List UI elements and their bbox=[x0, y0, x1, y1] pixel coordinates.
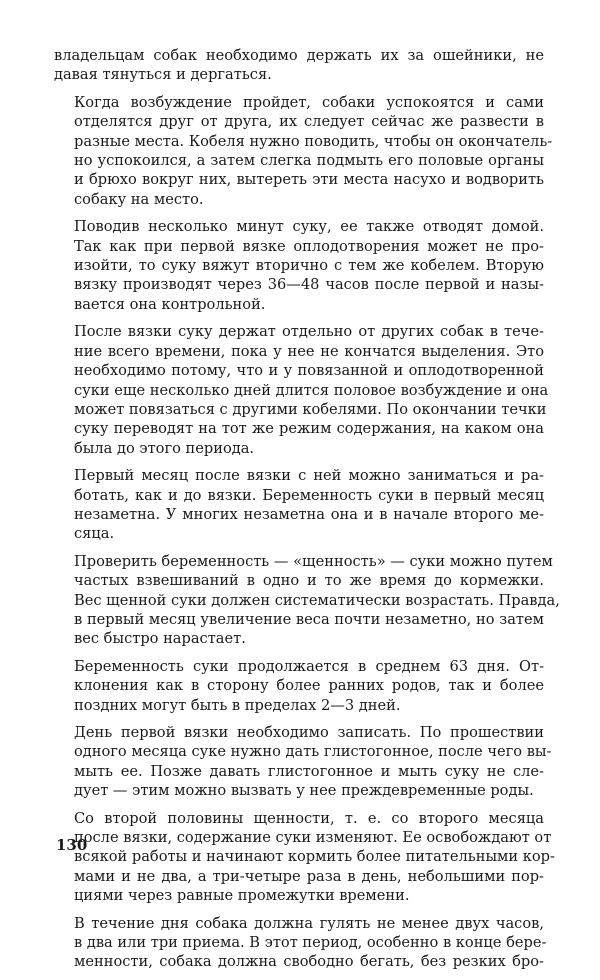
text-line: клонения как в сторону более ранних родов, так и более bbox=[74, 677, 544, 695]
text-line: сяца. bbox=[74, 525, 115, 543]
text-line: суки еще несколько дней длится половое возбуждение и она bbox=[74, 381, 549, 399]
text-line: вязку производят через 36—48 часов после первой и назы- bbox=[74, 276, 544, 294]
text-line: одного месяца суке нужно дать глистогонное, после чего вы- bbox=[74, 743, 552, 761]
text-line: владельцам собак необходимо держать их за ошейники, не bbox=[54, 47, 544, 64]
text-line: циями через равные промежутки времени. bbox=[74, 887, 410, 905]
paragraph bbox=[54, 723, 552, 801]
paragraph bbox=[54, 93, 553, 209]
text-line: Первый месяц после вязки с ней можно заниматься и ра- bbox=[74, 467, 544, 485]
text-line: разные места. Кобеля нужно поводить, чтобы он окончатель- bbox=[74, 132, 553, 150]
text-line: была до этого периода. bbox=[74, 439, 255, 457]
paragraph bbox=[54, 322, 549, 458]
text-line: после вязки, содержание суки изменяют. Ее освобождают от bbox=[74, 829, 552, 847]
text-line: суку переводят на тот же режим содержания, на каком она bbox=[74, 420, 544, 438]
text-line: ботать, как и до вязки. Беременность суки в первый месяц bbox=[74, 486, 544, 504]
paragraph bbox=[54, 217, 544, 314]
paragraph bbox=[54, 657, 544, 715]
text-line: Поводив несколько минут суку, ее также отводят домой. bbox=[74, 218, 544, 236]
text-line: вес быстро нарастает. bbox=[74, 630, 246, 648]
text-line: но успокоился, а затем слегка подмыть его половые органы bbox=[74, 152, 544, 170]
text-line: дует — этим можно вызвать у нее преждевременные роды. bbox=[74, 782, 534, 800]
text-line: Проверить беременность — «щенность» — суки можно путем bbox=[74, 552, 553, 570]
text-line: в два или три приема. В этот период, особенно в конце бере- bbox=[74, 934, 547, 952]
text-line: В течение дня собака должна гулять не менее двух часов, bbox=[74, 914, 544, 932]
text-line: мыть ее. Позже давать глистогонное и мыть суку не сле- bbox=[74, 762, 544, 780]
text-line: отделятся друг от друга, их следует сейчас же развести в bbox=[74, 113, 544, 131]
text-line: мами и не два, а три-четыре раза в день, небольшими пор- bbox=[74, 867, 544, 885]
text-line: и брюхо вокруг них, вытереть эти места насухо и водворить bbox=[74, 171, 544, 189]
paragraph bbox=[54, 809, 555, 906]
text-line: частых взвешиваний в одно и то же время до кормежки. bbox=[74, 572, 544, 590]
text-line: ние всего времени, пока у нее не кончатся выделения. Это bbox=[74, 342, 544, 360]
text-line: Со второй половины щенности, т. е. со второго месяца bbox=[74, 809, 544, 827]
text-line: Так как при первой вязке оплодотворения может не про- bbox=[74, 237, 544, 255]
text-line: незаметна. У многих незаметна она и в начале второго ме- bbox=[74, 505, 544, 523]
text-line: День первой вязки необходимо записать. По прошествии bbox=[74, 724, 544, 741]
book-page-text bbox=[54, 46, 560, 980]
text-line: необходимо потому, что и у повязанной и оплодотворенной bbox=[74, 362, 544, 380]
text-line: давая тянуться и дергаться. bbox=[54, 66, 272, 84]
text-line: может повязаться с другими кобелями. По окончании течки bbox=[74, 400, 547, 418]
text-line: всякой работы и начинают кормить более питательными кор- bbox=[74, 848, 555, 866]
text-line: поздних могут быть в пределах 2—3 дней. bbox=[74, 696, 401, 714]
text-line: вается она контрольной. bbox=[74, 295, 266, 313]
text-line: После вязки суку держат отдельно от других собак в тече- bbox=[74, 323, 544, 341]
paragraph bbox=[54, 914, 547, 972]
text-line: Вес щенной суки должен систематически возрастать. Правда, bbox=[74, 591, 560, 609]
paragraph bbox=[54, 552, 560, 649]
page-number: 130 bbox=[56, 836, 88, 854]
paragraph bbox=[54, 46, 544, 85]
paragraph bbox=[54, 466, 544, 544]
text-line: изойти, то суку вяжут вторично с тем же кобелем. Вторую bbox=[74, 257, 544, 275]
text-line: собаку на место. bbox=[74, 190, 204, 208]
text-line: Беременность суки продолжается в среднем 63 дня. От- bbox=[74, 657, 544, 675]
text-line: в первый месяц увеличение веса почти незаметно, но затем bbox=[74, 610, 544, 628]
text-line: Когда возбуждение пройдет, собаки успокоятся и сами bbox=[74, 93, 544, 111]
text-line: менности, собака должна свободно бегать, без резких бро- bbox=[74, 953, 544, 971]
